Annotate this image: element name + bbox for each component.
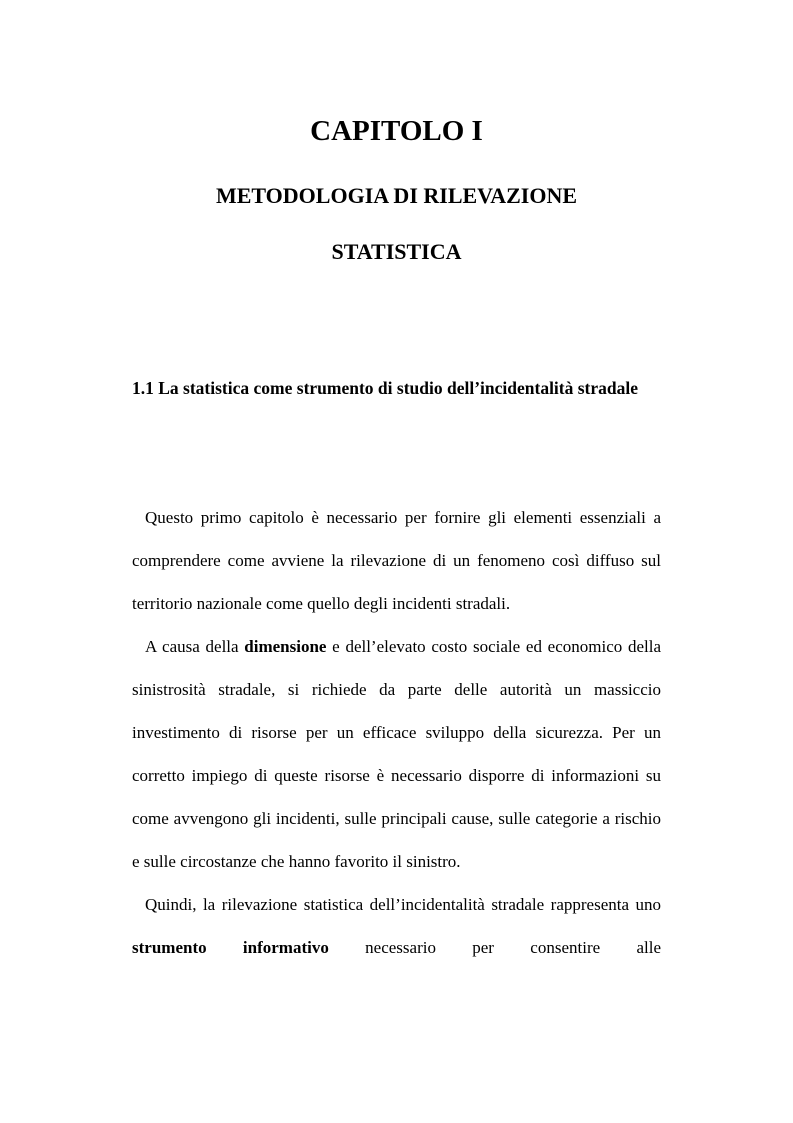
paragraph-3 <box>132 883 661 969</box>
paragraph-1: Questo primo capitolo è necessario per fornire gli elementi essenziali a comprendere come avviene la rilevazione di un fenomeno così diffuso sul territorio nazionale come quello degli incidenti stradali. <box>132 508 661 613</box>
paragraph-2-bold-term: dimensione <box>244 637 327 656</box>
body-text <box>132 496 661 969</box>
paragraph-3-text-a: Quindi, la rilevazione statistica dell’incidentalità stradale rappresenta uno <box>145 895 661 914</box>
paragraph-3-bold-term: strumento informativo <box>132 938 329 957</box>
paragraph-3-text-b: necessario per consentire alle <box>328 938 661 957</box>
paragraph-2-text-b: e dell’elevato costo sociale ed economico della sinistrosità stradale, si richiede da parte delle autorità un massiccio investimento di risorse per un efficace sviluppo della sicurezza. Per un corretto impiego di queste risorse è necessario disporre di informazioni su come avvengono gli incidenti, sulle principali cause, sulle categorie a rischio e sulle circostanze che hanno favorito il sinistro. <box>132 637 661 871</box>
chapter-title: CAPITOLO I <box>310 115 483 147</box>
paragraph-2-text-a: A causa della <box>145 637 245 656</box>
chapter-subtitle-line-2: STATISTICA <box>331 239 462 264</box>
section-heading: 1.1 La statistica come strumento di studio dell’incidentalità stradale <box>132 378 639 398</box>
chapter-subtitle-line-1: METODOLOGIA DI RILEVAZIONE <box>215 183 578 208</box>
paragraph-2 <box>132 625 661 883</box>
